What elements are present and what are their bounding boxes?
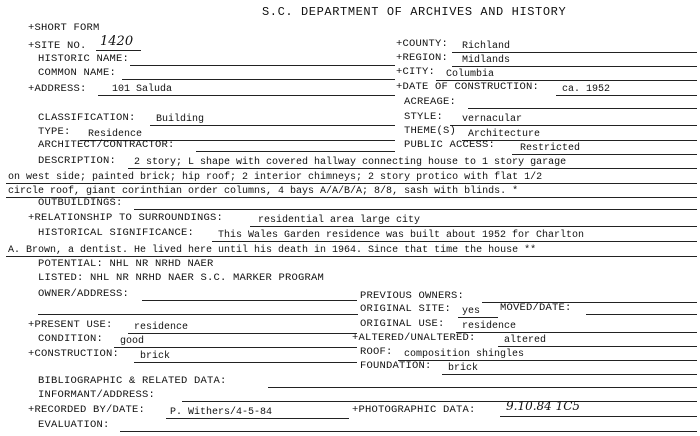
city-label: +CITY: [396,66,436,78]
themes-label: THEME(S) [404,125,457,137]
type-value: Residence [88,129,143,140]
previous-owners-label: PREVIOUS OWNERS: [360,290,465,302]
historical-significance-label: HISTORICAL SIGNIFICANCE: [38,227,195,239]
city-value: Columbia [446,69,495,80]
date-construction-label: +DATE OF CONSTRUCTION: [396,81,540,93]
description-line-3: circle roof, giant corinthian order columns, 4 bays A/A/B/A; 8/8, sash with blinds. * [8,186,519,197]
type-label: TYPE: [38,126,71,138]
site-no-label: +SITE NO. [28,40,87,52]
short-form-label: +SHORT FORM [28,22,100,34]
original-use-value: residence [462,321,517,332]
original-site-label: ORIGINAL SITE: [360,303,452,315]
style-value: vernacular [462,114,523,125]
condition-value: good [120,336,145,347]
original-site-value: yes [462,306,481,317]
region-label: +REGION: [396,52,449,64]
architect-label: ARCHITECT/CONTRACTOR: [38,139,175,151]
bibliographic-label: BIBLIOGRAPHIC & RELATED DATA: [38,375,227,387]
classification-label: CLASSIFICATION: [38,112,136,124]
site-no-value: 1420 [100,34,134,49]
altered-value: altered [504,335,547,346]
description-label: DESCRIPTION: [38,155,117,167]
owner-address-label: OWNER/ADDRESS: [38,288,130,300]
condition-label: CONDITION: [38,333,104,345]
description-line-1: 2 story; L shape with covered hallway connecting house to 1 story garage [134,157,567,168]
historic-name-label: HISTORIC NAME: [38,53,130,65]
roof-label: ROOF: [360,346,393,358]
present-use-value: residence [134,322,189,333]
informant-label: INFORMANT/ADDRESS: [38,389,156,401]
public-access-label: PUBLIC ACCESS: [404,139,496,151]
recorded-by-value: P. Withers/4-5-84 [170,407,273,418]
address-label: +ADDRESS: [28,83,87,95]
foundation-value: brick [448,363,479,374]
county-value: Richland [462,41,511,52]
foundation-label: FOUNDATION: [360,360,432,372]
altered-label: +ALTERED/UNALTERED: [352,332,476,344]
description-line-2: on west side; painted brick; hip roof; 2 interior chimneys; 2 story protico with flat 1/2 [8,172,543,183]
region-value: Midlands [462,55,511,66]
moved-date-label: MOVED/DATE: [500,302,572,314]
evaluation-label: EVALUATION: [38,419,110,431]
style-label: STYLE: [404,111,444,123]
public-access-value: Restricted [520,143,581,154]
recorded-by-label: +RECORDED BY/DATE: [28,404,146,416]
original-use-label: ORIGINAL USE: [360,318,445,330]
relationship-label: +RELATIONSHIP TO SURROUNDINGS: [28,212,224,224]
photographic-value: 9.10.84 1C5 [506,399,581,413]
listed-row: LISTED: NHL NR NRHD NAER S.C. MARKER PROGRAM [38,272,325,284]
outbuildings-label: OUTBUILDINGS: [38,197,123,209]
relationship-value: residential area large city [258,215,421,226]
significance-line-2: A. Brown, a dentist. He lived here until his death in 1964. Since that time the house ** [8,245,537,256]
address-value: 101 Saluda [112,84,173,95]
common-name-label: COMMON NAME: [38,67,117,79]
potential-row: POTENTIAL: NHL NR NRHD NAER [38,258,214,270]
present-use-label: +PRESENT USE: [28,319,113,331]
page-title: S.C. DEPARTMENT OF ARCHIVES AND HISTORY [262,5,567,19]
roof-value: composition shingles [404,349,525,360]
construction-value: brick [140,351,171,362]
significance-line-1: This Wales Garden residence was built about 1952 for Charlton [218,230,585,241]
construction-label: +CONSTRUCTION: [28,348,120,360]
photographic-label: +PHOTOGRAPHIC DATA: [352,404,476,416]
county-label: +COUNTY: [396,38,449,50]
themes-value: Architecture [468,129,541,140]
classification-value: Building [156,114,205,125]
date-construction-value: ca. 1952 [562,84,611,95]
acreage-label: ACREAGE: [404,96,457,108]
